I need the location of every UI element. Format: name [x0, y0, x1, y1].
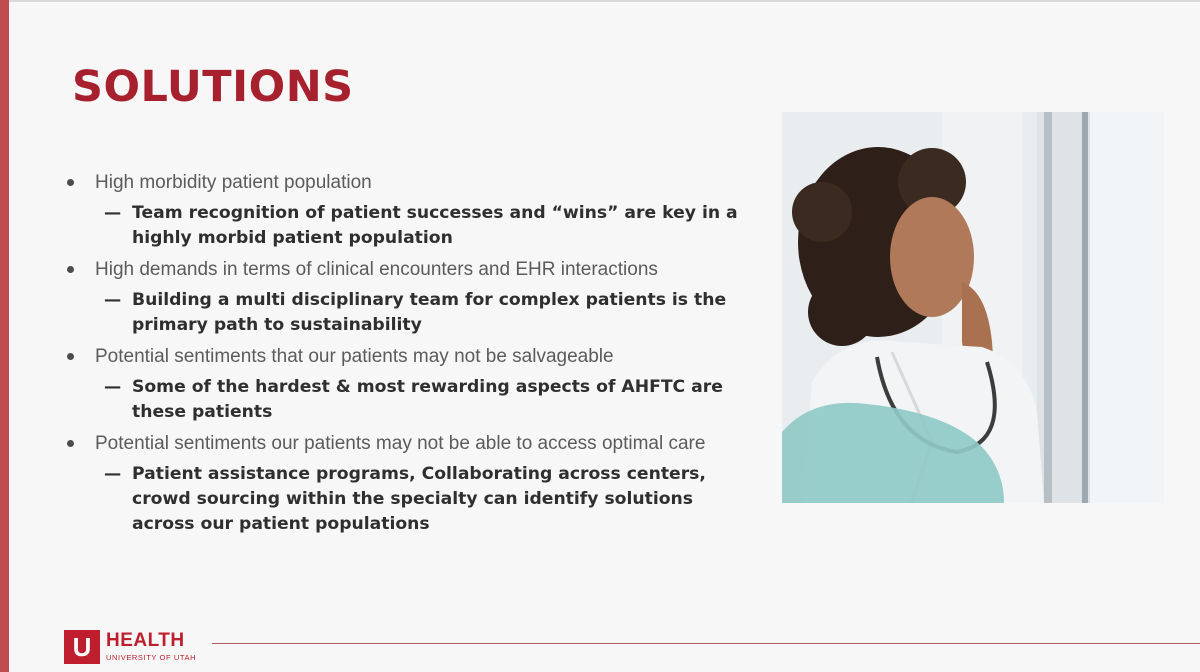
left-accent-strip: [0, 0, 9, 672]
sub-bullet-item: [64, 375, 754, 425]
logo-subtitle: UNIVERSITY OF UTAH: [106, 653, 197, 662]
sub-bullet-item: [64, 288, 754, 338]
bullet-item: [64, 431, 754, 456]
dash-icon: —: [104, 290, 122, 310]
bullet-dot-icon: [67, 179, 74, 186]
sub-bullet-text: Building a multi disciplinary team for complex patients is the primary path to sustainability: [132, 290, 727, 335]
sub-bullet-text: Patient assistance programs, Collaborating across centers, crowd sourcing within the specialty can identify solutions across our patient populations: [132, 464, 706, 534]
bullet-item: [64, 344, 754, 369]
bullet-dot-icon: [67, 266, 74, 273]
sub-bullet-text: Team recognition of patient successes and “wins” are key in a highly morbid patient population: [132, 203, 738, 248]
dash-icon: —: [104, 377, 122, 397]
sub-bullet-item: [64, 462, 754, 537]
bullet-text: Potential sentiments our patients may not be able to access optimal care: [95, 433, 706, 454]
photo-illustration: [782, 112, 1164, 503]
bullet-dot-icon: [67, 440, 74, 447]
dash-icon: —: [104, 464, 122, 484]
bullet-dot-icon: [67, 353, 74, 360]
bullet-text: High morbidity patient population: [95, 172, 372, 193]
doctor-photo: [782, 112, 1164, 503]
bullet-list: [64, 170, 754, 543]
slide-title: SOLUTIONS: [72, 62, 354, 112]
dash-icon: —: [104, 203, 122, 223]
bullet-item: [64, 170, 754, 195]
bullet-text: High demands in terms of clinical encounters and EHR interactions: [95, 259, 658, 280]
bullet-text: Potential sentiments that our patients may not be salvageable: [95, 346, 614, 367]
top-border: [0, 0, 1200, 2]
bullet-item: [64, 257, 754, 282]
footer-divider: [212, 643, 1200, 644]
sub-bullet-text: Some of the hardest & most rewarding aspects of AHFTC are these patients: [132, 377, 723, 422]
u-logo-icon: U: [64, 630, 100, 664]
logo-wordmark: HEALTH: [106, 630, 185, 651]
sub-bullet-item: [64, 201, 754, 251]
university-logo: [64, 628, 204, 666]
